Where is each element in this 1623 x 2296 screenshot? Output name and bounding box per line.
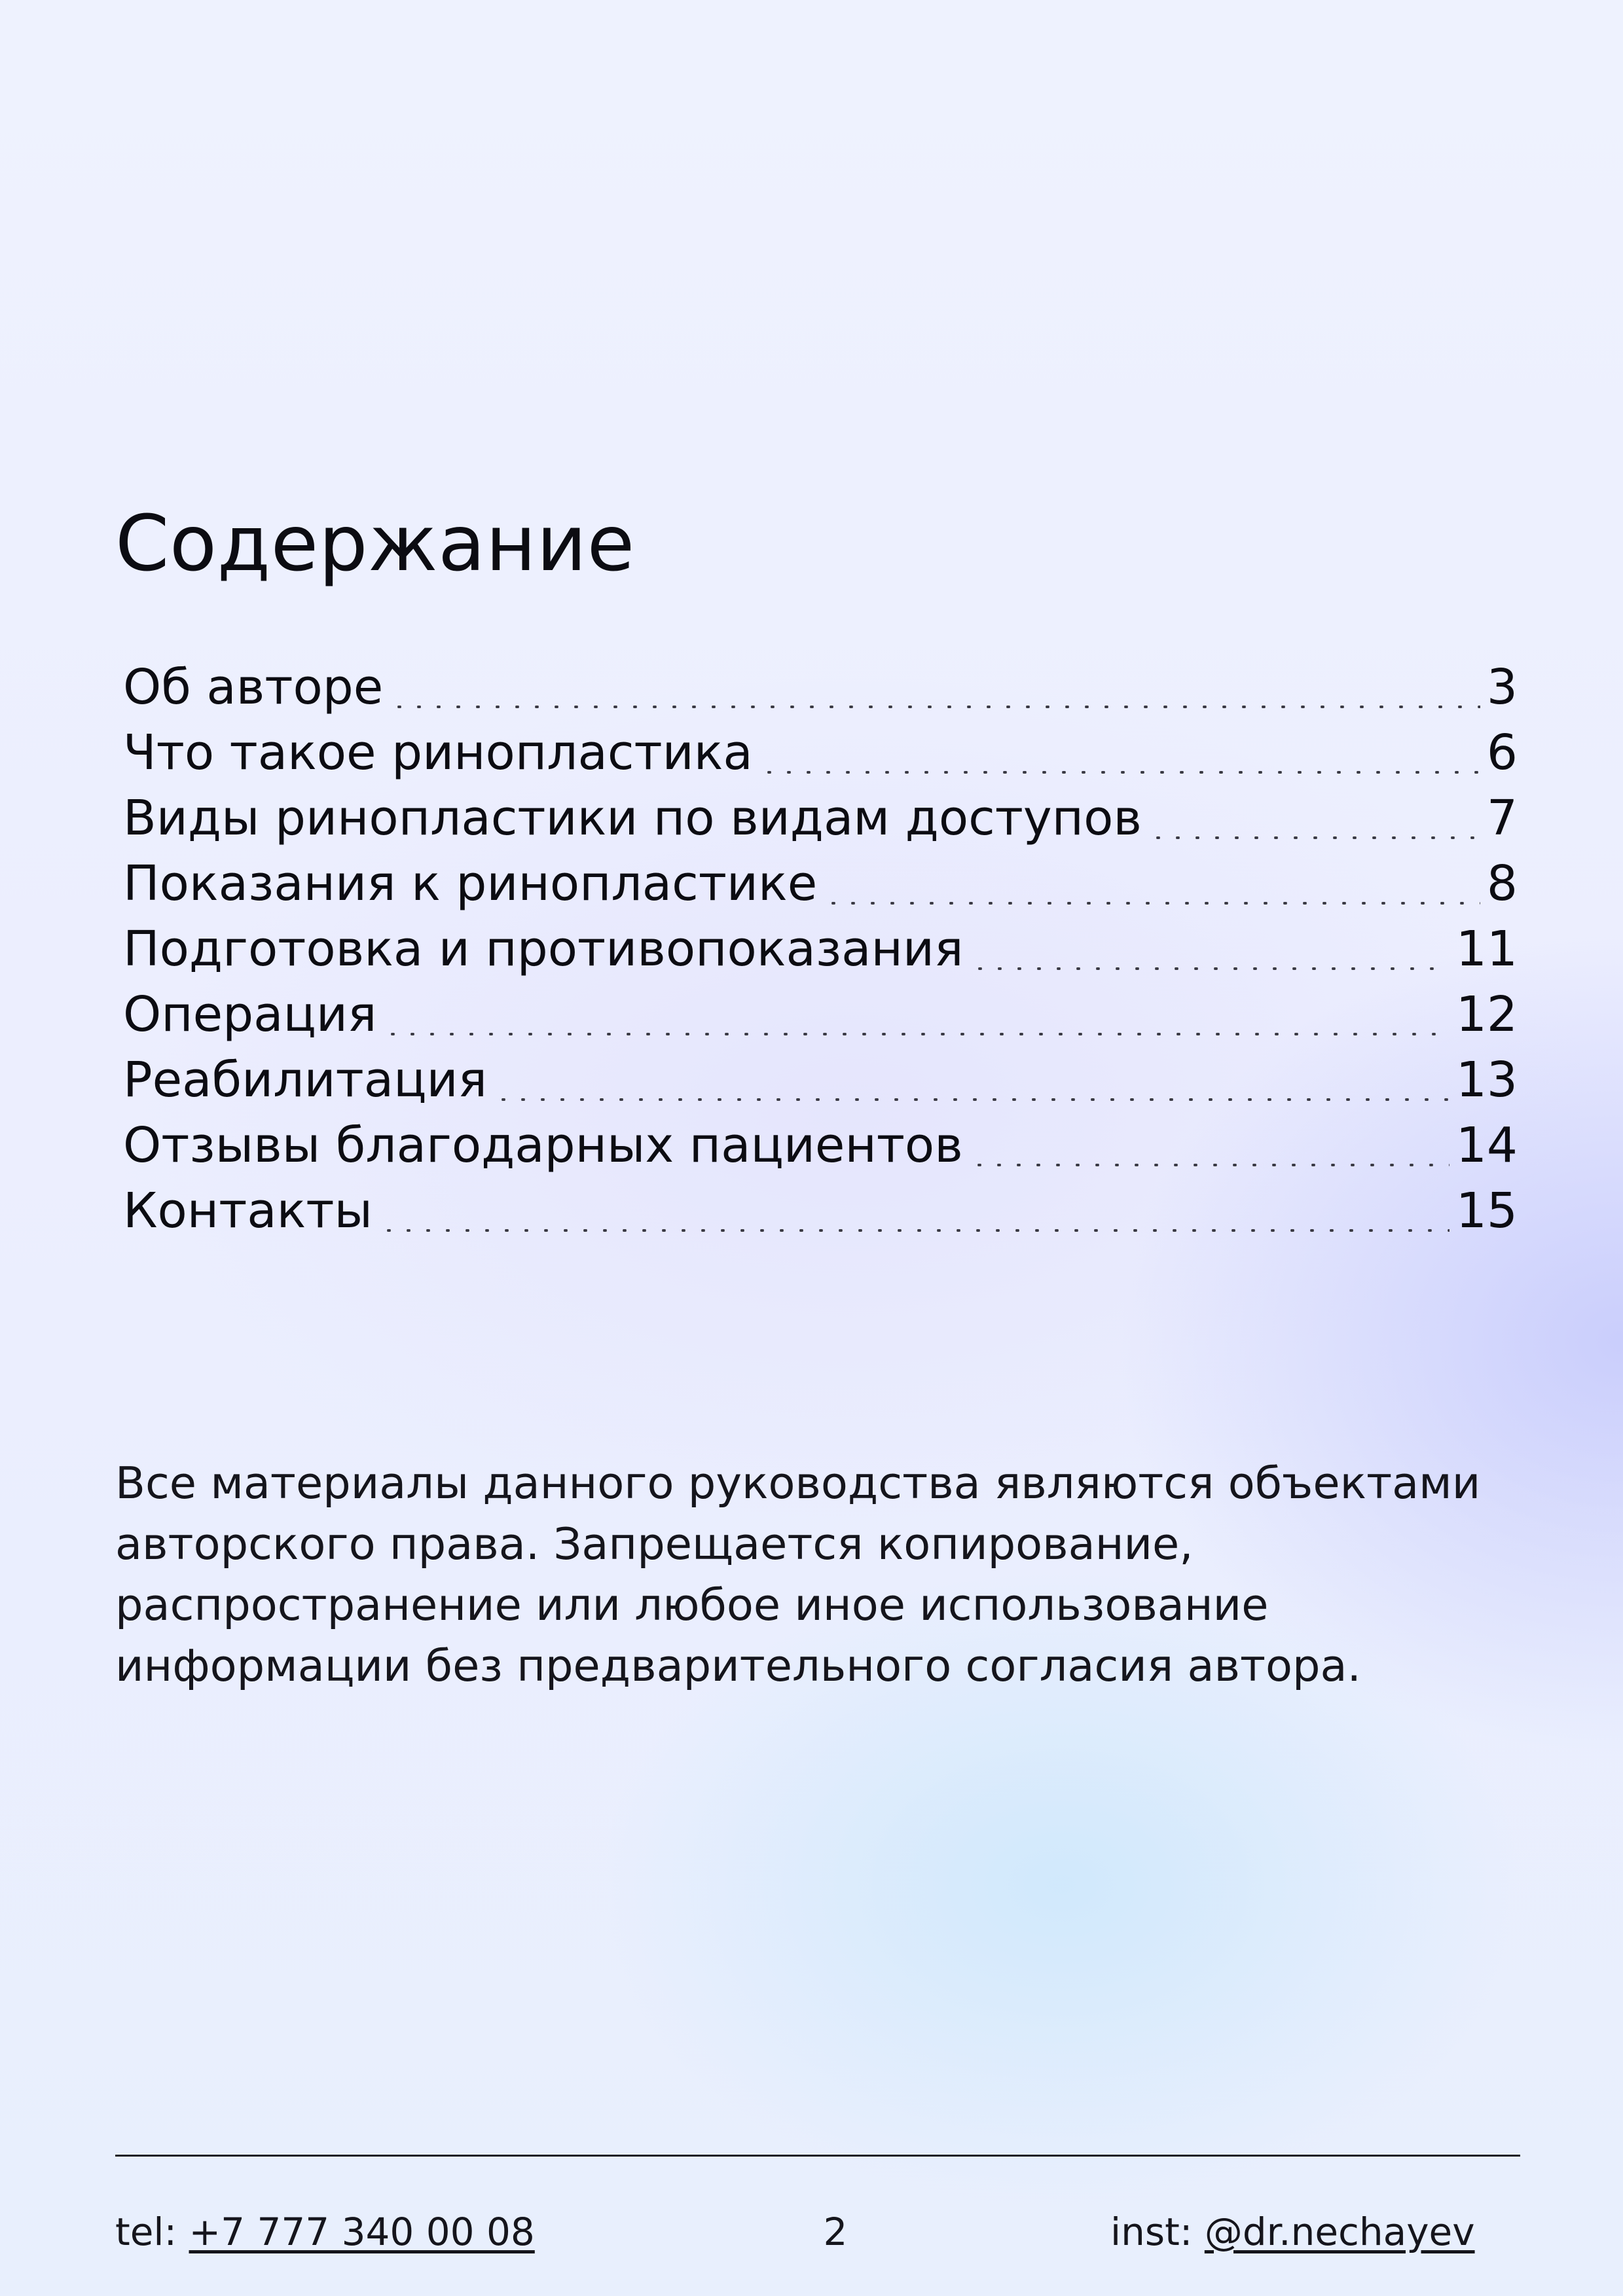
toc-item[interactable] — [123, 851, 1518, 916]
copyright-notice: Все материалы данного руководства являются объектами авторского права. Запрещается копирование, распространение или любое иное использование информации без предварительного согласия автора. — [115, 1458, 1481, 1691]
toc-item-page: 3 — [1486, 659, 1518, 715]
dot-leader — [970, 967, 1450, 970]
footer — [115, 2202, 1520, 2261]
dot-leader — [494, 1098, 1450, 1101]
toc-item-label: Показания к ринопластике — [123, 855, 818, 912]
footer-phone — [115, 2202, 535, 2261]
table-of-contents — [123, 655, 1518, 1244]
toc-item-page: 7 — [1486, 790, 1518, 846]
page-number: 2 — [823, 2210, 848, 2254]
toc-item-page: 14 — [1455, 1117, 1518, 1174]
instagram-label: inst: — [1110, 2210, 1205, 2254]
footer-divider — [115, 2155, 1520, 2157]
toc-item-page: 11 — [1455, 921, 1518, 977]
dot-leader — [1148, 836, 1480, 839]
toc-item-page: 12 — [1455, 986, 1518, 1043]
dot-leader — [970, 1164, 1450, 1166]
toc-item-label: Об авторе — [123, 659, 384, 715]
toc-item-label: Виды ринопластики по видам доступов — [123, 790, 1142, 846]
toc-item-label: Отзывы благодарных пациентов — [123, 1117, 963, 1174]
toc-item-label: Операция — [123, 986, 377, 1043]
toc-item-page: 8 — [1486, 855, 1518, 912]
toc-item[interactable] — [123, 785, 1518, 851]
toc-item[interactable] — [123, 655, 1518, 720]
dot-leader — [759, 771, 1480, 774]
toc-item-page: 6 — [1486, 725, 1518, 781]
dot-leader — [379, 1229, 1450, 1232]
toc-item[interactable] — [123, 916, 1518, 982]
page-title: Содержание — [115, 498, 635, 588]
dot-leader — [824, 902, 1480, 905]
toc-item-page: 15 — [1455, 1183, 1518, 1239]
phone-label: tel: — [115, 2210, 189, 2254]
dot-leader — [390, 706, 1480, 708]
toc-item[interactable] — [123, 1047, 1518, 1113]
toc-item[interactable] — [123, 982, 1518, 1047]
toc-item-label: Подготовка и противопоказания — [123, 921, 964, 977]
dot-leader — [383, 1033, 1449, 1035]
instagram-link[interactable]: @dr.nechayev — [1204, 2210, 1475, 2254]
toc-item[interactable] — [123, 1178, 1518, 1244]
toc-item-label: Что такое ринопластика — [123, 725, 753, 781]
footer-instagram — [1110, 2202, 1475, 2261]
toc-item-label: Реабилитация — [123, 1052, 488, 1108]
toc-item[interactable] — [123, 720, 1518, 785]
phone-link[interactable]: +7 777 340 00 08 — [189, 2210, 535, 2254]
toc-item[interactable] — [123, 1113, 1518, 1178]
toc-item-page: 13 — [1455, 1052, 1518, 1108]
toc-item-label: Контакты — [123, 1183, 373, 1239]
